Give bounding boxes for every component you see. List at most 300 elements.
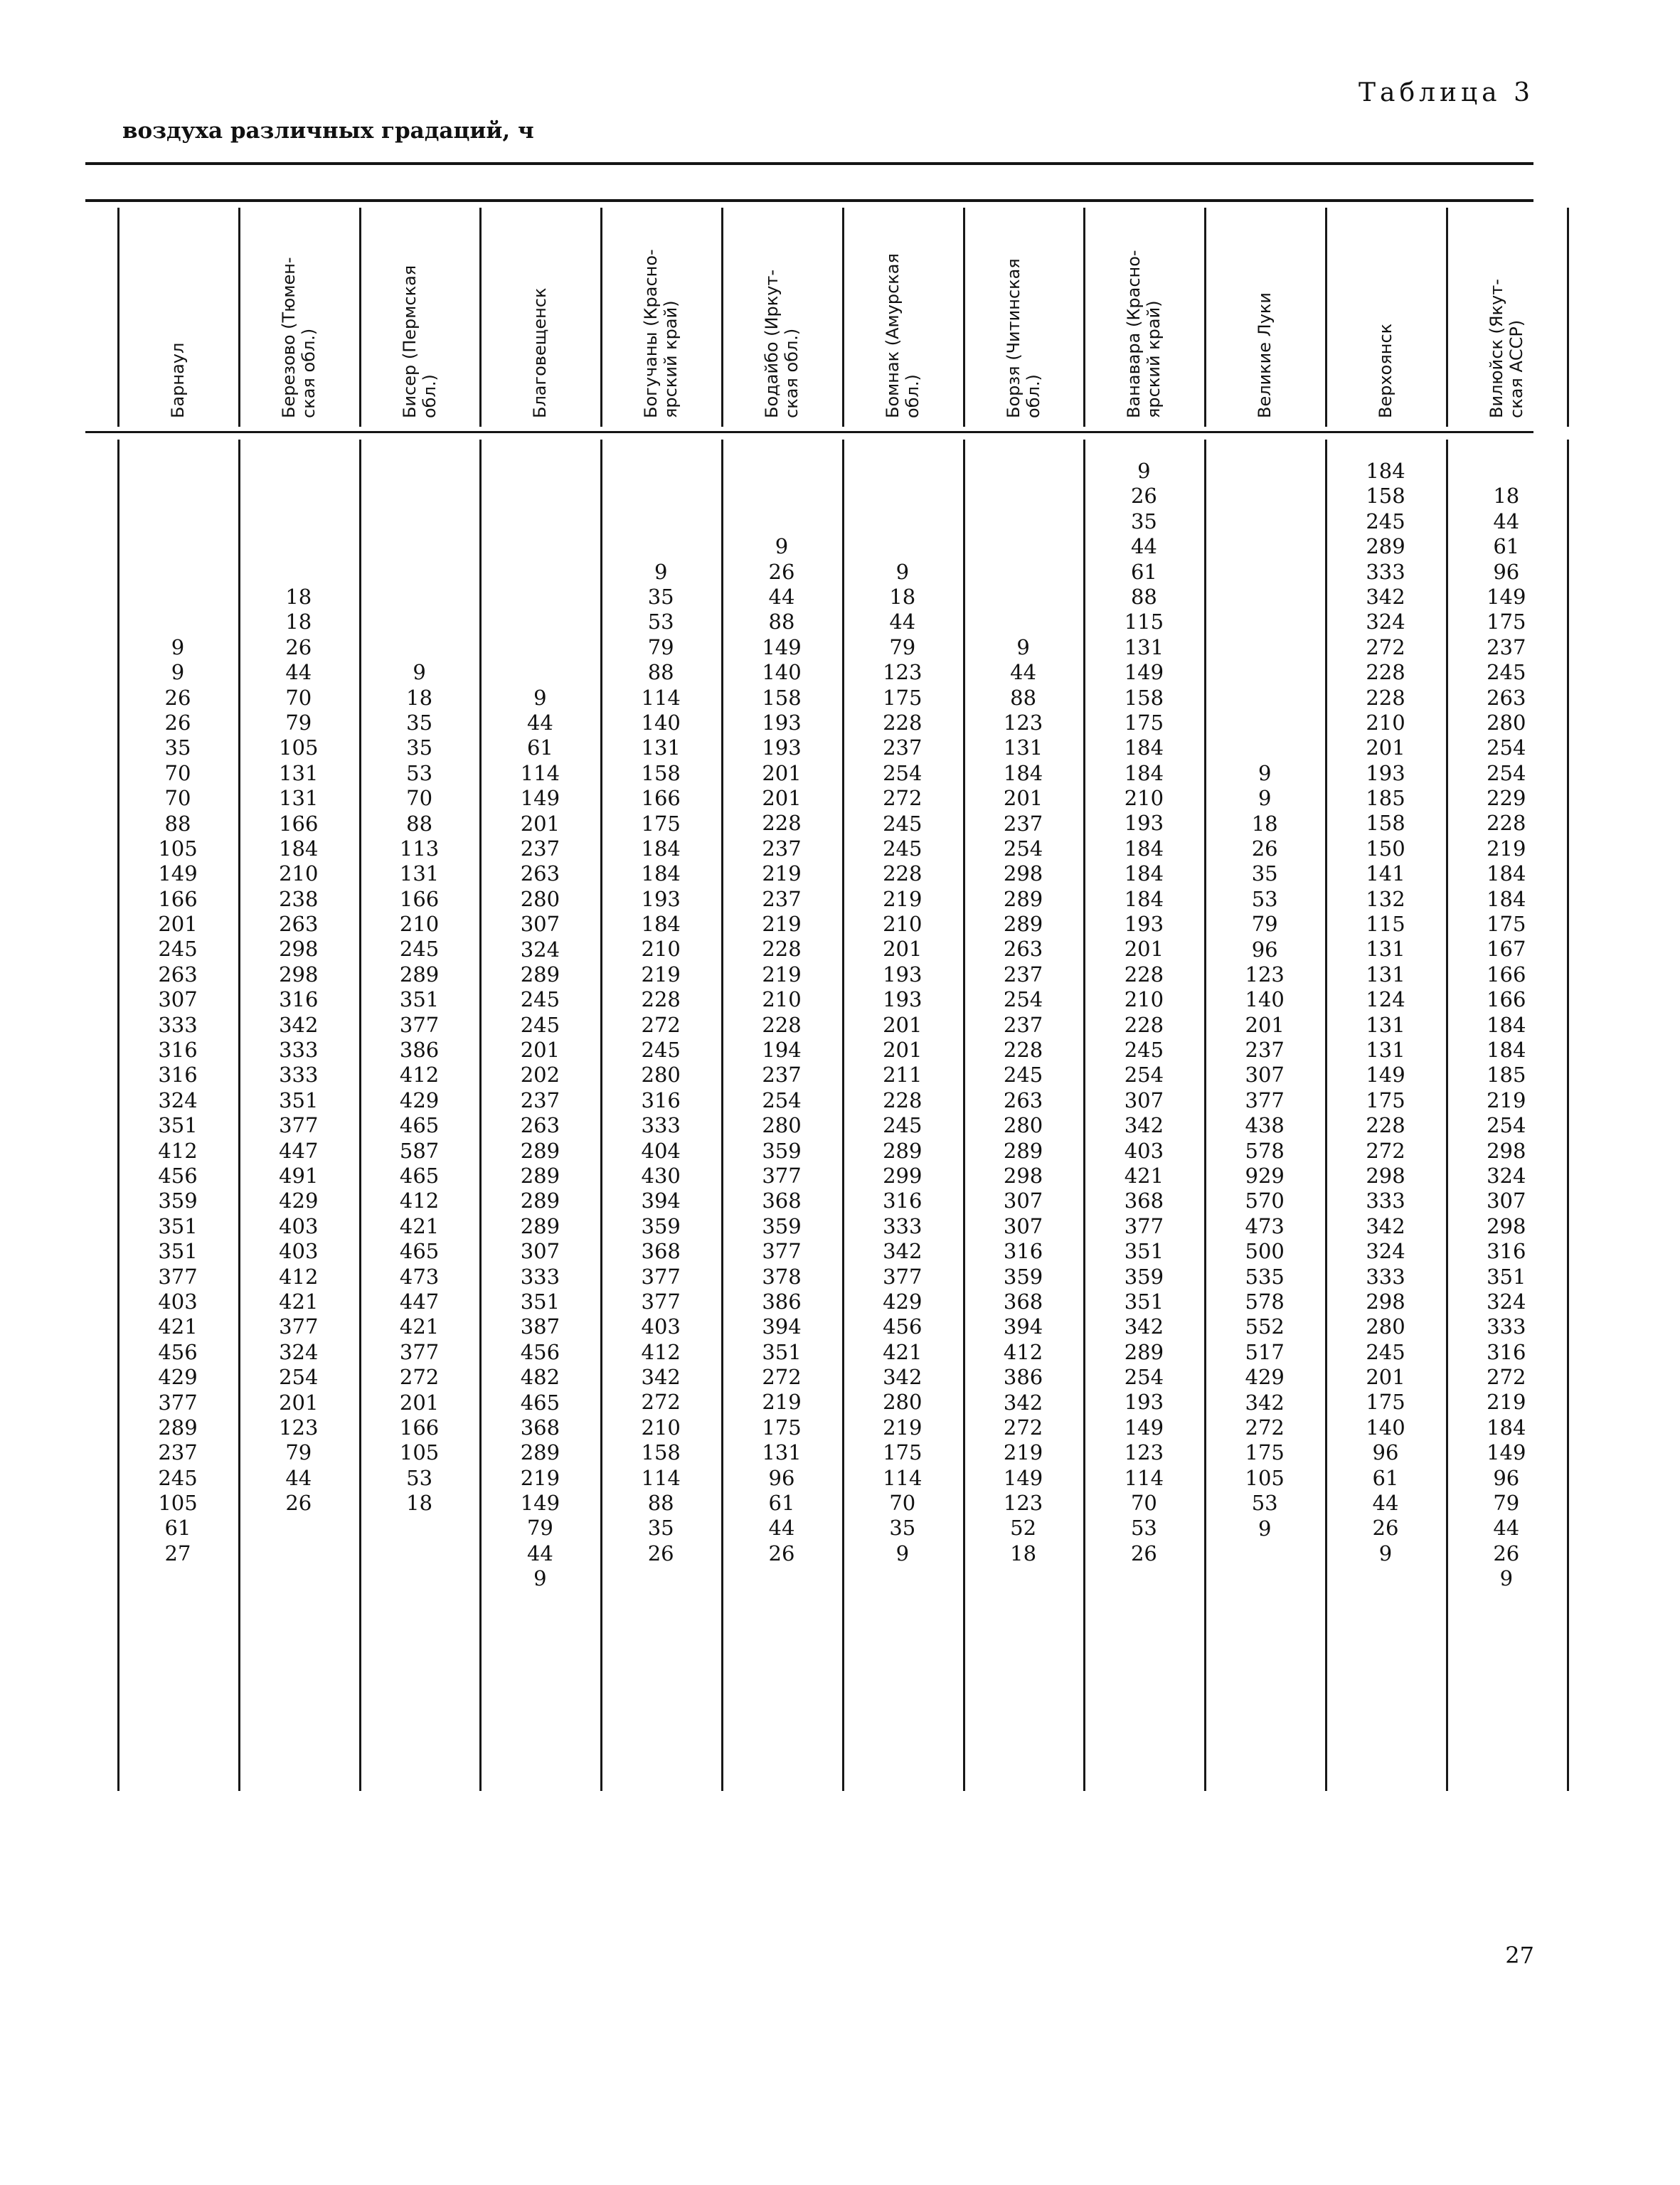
table-cell: 140 (762, 660, 802, 685)
table-cell: 26 (1130, 1541, 1157, 1565)
table-cell: 342 (641, 1365, 681, 1390)
table-cell: 193 (762, 710, 802, 735)
table-cell: 403 (279, 1239, 319, 1264)
table-cell: 175 (1366, 1088, 1405, 1112)
table-cell: 26 (1372, 1516, 1399, 1541)
table-cell: 9 (654, 559, 668, 584)
value-column (118, 635, 238, 1566)
table-cell: 201 (1124, 937, 1164, 962)
table-cell: 158 (762, 685, 802, 710)
table-cell: 123 (1003, 1491, 1043, 1516)
table-cell: 140 (641, 710, 681, 735)
table-cell: 175 (1487, 912, 1526, 937)
table-cell: 61 (1493, 534, 1520, 559)
table-cell: 289 (158, 1415, 198, 1440)
table-cell: 44 (1493, 509, 1520, 533)
table-cell: 359 (158, 1189, 198, 1213)
table-cell: 70 (285, 685, 312, 710)
value-column (1447, 484, 1566, 1591)
table-cell: 26 (768, 1541, 795, 1565)
table-cell: 184 (641, 861, 681, 886)
table-cell: 9 (775, 534, 789, 559)
table-cell: 141 (1366, 861, 1405, 886)
table-cell: 421 (399, 1213, 440, 1238)
table-cell: 421 (399, 1314, 440, 1339)
table-cell: 324 (158, 1088, 198, 1112)
table-cell: 263 (1487, 685, 1526, 710)
table-cell: 44 (889, 610, 916, 634)
table-cell: 18 (889, 584, 916, 609)
table-cell: 245 (158, 937, 198, 962)
table-cell: 9 (171, 660, 185, 685)
body-column-divider (1567, 440, 1569, 1791)
table-cell: 149 (520, 786, 560, 811)
column-header (360, 206, 479, 424)
table-cell: 211 (883, 1063, 923, 1088)
table-cell: 272 (762, 1365, 802, 1390)
table-cell: 113 (399, 836, 440, 861)
table-cell: 210 (641, 1415, 681, 1440)
table-cell: 263 (158, 962, 198, 987)
table-cell: 184 (1366, 459, 1405, 483)
table-cell: 245 (1366, 1339, 1405, 1364)
table-cell: 150 (1366, 836, 1405, 861)
table-cell: 70 (164, 786, 191, 811)
table-cell: 184 (1487, 861, 1526, 886)
table-cell: 333 (520, 1264, 560, 1289)
table-cell: 316 (1003, 1239, 1043, 1264)
table-cell: 228 (1487, 811, 1526, 836)
table-cell: 26 (285, 634, 312, 659)
table-cell: 412 (641, 1339, 681, 1364)
table-cell: 228 (762, 811, 802, 836)
table-cell: 18 (1010, 1541, 1037, 1565)
table-cell: 289 (883, 1138, 923, 1163)
table-cell: 351 (762, 1339, 802, 1364)
table-cell: 228 (1366, 685, 1405, 710)
table-cell: 175 (883, 685, 923, 710)
table-cell: 386 (399, 1038, 440, 1063)
table-cell: 324 (279, 1339, 319, 1364)
table-cell: 482 (520, 1365, 560, 1390)
table-cell: 237 (883, 735, 923, 760)
table-cell: 79 (285, 710, 312, 735)
table-cell: 79 (647, 634, 674, 659)
table-cell: 18 (406, 685, 433, 710)
table-cell: 219 (762, 962, 802, 987)
table-cell: 359 (1003, 1264, 1043, 1289)
column-header (964, 206, 1083, 424)
value-column (1084, 459, 1203, 1566)
column-header (239, 206, 358, 424)
table-cell: 53 (1251, 1491, 1278, 1516)
table-cell: 18 (1493, 484, 1520, 509)
table-cell: 44 (1493, 1516, 1520, 1541)
table-cell: 342 (1003, 1390, 1043, 1415)
table-cell: 456 (520, 1339, 560, 1364)
table-cell: 9 (895, 1541, 910, 1565)
table-cell: 237 (1487, 634, 1526, 659)
table-cell: 35 (647, 584, 674, 609)
table-cell: 359 (641, 1213, 681, 1238)
table-cell: 26 (164, 685, 191, 710)
table-cell: 149 (1366, 1063, 1405, 1088)
table-cell: 263 (520, 861, 560, 886)
table-cell: 465 (399, 1239, 440, 1264)
table-cell: 35 (406, 710, 433, 735)
table-cell: 473 (1245, 1213, 1285, 1238)
table-cell: 351 (1124, 1239, 1164, 1264)
table-cell: 193 (1124, 811, 1164, 836)
table-cell: 131 (279, 786, 319, 811)
table-cell: 280 (1366, 1314, 1405, 1339)
table-cell: 9 (533, 1566, 547, 1591)
table-cell: 9 (171, 634, 185, 659)
table-cell: 333 (883, 1213, 923, 1238)
table-cell: 254 (1003, 836, 1043, 861)
table-cell: 131 (1366, 962, 1405, 987)
column-header (1205, 206, 1324, 424)
table-cell: 166 (641, 786, 681, 811)
table-cell: 131 (1366, 1012, 1405, 1037)
table-cell: 184 (279, 836, 319, 861)
table-cell: 351 (158, 1239, 198, 1264)
table-cell: 35 (1130, 509, 1157, 533)
table-cell: 245 (158, 1465, 198, 1490)
table-cell: 368 (762, 1189, 802, 1213)
table-cell: 429 (1245, 1365, 1285, 1390)
table-cell: 351 (1487, 1264, 1526, 1289)
table-cell: 88 (406, 811, 433, 836)
column-header-label: Бодайбо (Иркут- ская обл.) (762, 269, 802, 418)
table-cell: 237 (520, 1088, 560, 1112)
table-cell: 184 (1487, 1012, 1526, 1037)
table-cell: 26 (1251, 836, 1278, 861)
table-cell: 149 (1003, 1465, 1043, 1490)
table-cell: 368 (641, 1239, 681, 1264)
table-cell: 131 (399, 861, 440, 886)
table-cell: 149 (1124, 1415, 1164, 1440)
table-cell: 210 (641, 937, 681, 962)
table-cell: 166 (279, 811, 319, 836)
table-cell: 131 (279, 760, 319, 785)
table-cell: 307 (520, 1239, 560, 1264)
table-cell: 9 (1137, 459, 1151, 483)
table-cell: 149 (1124, 660, 1164, 685)
column-header-label: Верхоянск (1376, 323, 1395, 418)
table-cell: 237 (1003, 962, 1043, 987)
table-cell: 61 (768, 1491, 795, 1516)
table-cell: 194 (762, 1038, 802, 1062)
table-cell: 333 (1366, 1189, 1405, 1213)
table-cell: 377 (762, 1239, 802, 1264)
table-cell: 44 (768, 584, 795, 609)
table-cell: 123 (1245, 962, 1285, 987)
table-cell: 254 (1487, 1113, 1526, 1138)
table-cell: 210 (762, 987, 802, 1012)
table-cell: 114 (641, 685, 681, 710)
table-cell: 61 (1130, 559, 1157, 584)
value-column (1205, 761, 1324, 1541)
table-cell: 158 (641, 760, 681, 785)
table-cell: 210 (279, 861, 319, 886)
table-cell: 184 (1124, 861, 1164, 886)
table-cell: 394 (762, 1314, 802, 1339)
table-cell: 166 (1487, 962, 1526, 987)
table-cell: 44 (526, 1541, 553, 1565)
table-cell: 289 (520, 1138, 560, 1163)
table-cell: 201 (279, 1390, 319, 1415)
table-cell: 254 (279, 1365, 319, 1390)
column-header (118, 206, 238, 424)
table-cell: 237 (158, 1440, 198, 1465)
table-cell: 377 (883, 1264, 923, 1289)
table-cell: 280 (1003, 1113, 1043, 1138)
table-cell: 114 (1124, 1465, 1164, 1490)
table-cell: 351 (1124, 1289, 1164, 1314)
table-cell: 53 (406, 760, 433, 785)
table-cell: 272 (1003, 1415, 1043, 1440)
table-cell: 368 (520, 1415, 560, 1440)
table-cell: 149 (1487, 584, 1526, 609)
table-cell: 254 (1487, 735, 1526, 760)
table-cell: 140 (1245, 987, 1285, 1012)
column-header-label: Ванавара (Красно- ярский край) (1124, 250, 1164, 418)
table-cell: 272 (641, 1390, 681, 1415)
table-cell: 429 (399, 1088, 440, 1112)
table-cell: 237 (762, 1063, 802, 1088)
table-cell: 219 (883, 1415, 923, 1440)
table-cell: 254 (1124, 1365, 1164, 1390)
table-cell: 140 (1366, 1415, 1405, 1440)
table-cell: 324 (1366, 610, 1405, 634)
value-column (480, 686, 600, 1592)
column-header-label: Барнаул (168, 342, 188, 418)
table-cell: 88 (1010, 685, 1037, 710)
table-cell: 342 (883, 1365, 923, 1390)
column-header (1084, 206, 1203, 424)
table-cell: 272 (1366, 634, 1405, 659)
table-cell: 245 (641, 1038, 681, 1063)
table-cell: 429 (883, 1289, 923, 1314)
table-cell: 228 (762, 937, 802, 962)
table-cell: 228 (1124, 1012, 1164, 1037)
table-cell: 289 (520, 1164, 560, 1189)
table-cell: 456 (883, 1314, 923, 1339)
table-cell: 421 (1124, 1163, 1164, 1188)
table-cell: 351 (158, 1213, 198, 1238)
table-cell: 158 (1366, 484, 1405, 509)
table-cell: 184 (1003, 760, 1043, 785)
table-cell: 272 (883, 786, 923, 811)
table-cell: 149 (520, 1491, 560, 1516)
table-cell: 333 (641, 1113, 681, 1138)
column-header-label: Великие Луки (1255, 292, 1275, 418)
table-cell: 131 (641, 735, 681, 760)
table-cell: 44 (1010, 660, 1037, 685)
table-cell: 254 (1003, 987, 1043, 1012)
table-cell: 263 (1003, 1088, 1043, 1112)
table-cell: 473 (399, 1264, 440, 1289)
table-cell: 9 (1258, 760, 1272, 785)
table-cell: 35 (889, 1516, 916, 1541)
table-cell: 289 (399, 962, 440, 987)
table-cell: 333 (279, 1038, 319, 1063)
table-cell: 307 (158, 987, 198, 1012)
table-cell: 333 (1366, 559, 1405, 584)
table-cell: 123 (279, 1415, 319, 1440)
table-cell: 26 (647, 1541, 674, 1565)
table-cell: 193 (1124, 1390, 1164, 1415)
table-cell: 52 (1010, 1516, 1037, 1541)
header-bottom-rule (85, 431, 1533, 433)
column-header-label: Бомнак (Амурская обл.) (882, 253, 923, 418)
table-cell: 166 (399, 1415, 440, 1440)
table-cell: 298 (1003, 861, 1043, 886)
table-cell: 184 (641, 836, 681, 861)
table-cell: 53 (406, 1465, 433, 1490)
table-cell: 18 (1251, 811, 1278, 836)
table-cell: 272 (399, 1365, 440, 1390)
table-cell: 237 (1245, 1038, 1285, 1063)
table-cell: 53 (1251, 886, 1278, 911)
column-header (1326, 206, 1445, 424)
table-cell: 342 (1124, 1113, 1164, 1138)
page-number: 27 (1505, 1942, 1534, 1969)
table-cell: 105 (158, 1491, 198, 1516)
table-cell: 9 (895, 559, 910, 584)
table-cell: 333 (158, 1012, 198, 1037)
table-cell: 201 (883, 937, 923, 962)
table-cell: 587 (399, 1138, 440, 1163)
table-cell: 316 (158, 1038, 198, 1063)
table-cell: 184 (1487, 886, 1526, 911)
table-cell: 438 (1245, 1113, 1285, 1138)
table-cell: 517 (1245, 1339, 1285, 1364)
table-cell: 70 (406, 786, 433, 811)
table-cell: 254 (883, 760, 923, 785)
value-column (964, 635, 1083, 1566)
value-column (843, 560, 962, 1567)
table-cell: 351 (158, 1113, 198, 1138)
table-cell: 280 (520, 886, 560, 911)
table-cell: 96 (1493, 559, 1520, 584)
table-cell: 465 (520, 1390, 560, 1415)
table-cell: 237 (762, 886, 802, 911)
table-cell: 219 (762, 912, 802, 937)
header-top-rule (85, 199, 1533, 202)
table-cell: 263 (279, 912, 319, 937)
table-cell: 342 (1245, 1390, 1285, 1415)
table-cell: 429 (279, 1189, 319, 1213)
table-cell: 9 (1499, 1566, 1514, 1591)
table-cell: 228 (883, 1088, 923, 1112)
table-cell: 333 (279, 1063, 319, 1088)
table-cell: 193 (883, 987, 923, 1012)
table-cell: 377 (1124, 1213, 1164, 1238)
table-cell: 228 (1366, 1113, 1405, 1138)
table-cell: 447 (279, 1138, 319, 1163)
table-cell: 307 (1003, 1213, 1043, 1238)
table-cell: 316 (1487, 1239, 1526, 1264)
table-cell: 167 (1487, 937, 1526, 962)
table-cell: 88 (164, 811, 191, 836)
table-cell: 175 (1487, 610, 1526, 634)
value-column (360, 660, 479, 1516)
table-cell: 272 (1366, 1138, 1405, 1163)
table-cell: 465 (399, 1113, 440, 1138)
table-cell: 238 (279, 886, 319, 911)
table-cell: 131 (1366, 1037, 1405, 1062)
table-cell: 131 (1124, 634, 1164, 659)
table-cell: 237 (762, 836, 802, 861)
table-cell: 70 (1130, 1491, 1157, 1516)
table-cell: 79 (889, 634, 916, 659)
table-cell: 26 (164, 710, 191, 735)
table-cell: 552 (1245, 1314, 1285, 1339)
table-cell: 377 (641, 1264, 681, 1289)
table-cell: 88 (647, 660, 674, 685)
table-cell: 245 (1366, 509, 1405, 533)
table-cell: 26 (285, 1491, 312, 1516)
table-cell: 386 (1003, 1365, 1043, 1390)
page-heading: воздуха различных градаций, ч (122, 118, 534, 144)
table-cell: 412 (399, 1189, 440, 1213)
table-cell: 412 (158, 1138, 198, 1163)
table-cell: 245 (883, 836, 923, 861)
table-cell: 237 (1003, 1012, 1043, 1037)
table-cell: 96 (1372, 1440, 1399, 1465)
table-cell: 289 (1124, 1339, 1164, 1364)
table-cell: 114 (520, 760, 560, 785)
table-cell: 578 (1245, 1138, 1285, 1163)
table-cell: 404 (641, 1138, 681, 1163)
table-cell: 403 (279, 1213, 319, 1238)
table-cell: 272 (641, 1012, 681, 1037)
table-cell: 263 (1003, 937, 1043, 962)
table-cell: 105 (1245, 1465, 1285, 1490)
table-cell: 184 (1124, 836, 1164, 861)
table-cell: 245 (520, 1012, 560, 1037)
table-cell: 88 (768, 610, 795, 634)
table-cell: 491 (279, 1163, 319, 1188)
table-cell: 421 (158, 1314, 198, 1339)
table-cell: 27 (164, 1541, 191, 1565)
table-cell: 158 (1366, 811, 1405, 836)
table-cell: 228 (883, 710, 923, 735)
table-cell: 298 (1003, 1164, 1043, 1188)
table-cell: 377 (279, 1314, 319, 1339)
table-cell: 105 (279, 735, 319, 760)
table-cell: 53 (1130, 1516, 1157, 1541)
table-cell: 210 (1366, 710, 1405, 735)
table-cell: 403 (641, 1314, 681, 1339)
table-cell: 245 (520, 987, 560, 1012)
table-cell: 105 (158, 836, 198, 861)
table-cell: 359 (1124, 1264, 1164, 1289)
table-cell: 289 (520, 1213, 560, 1238)
column-header-label: Бисер (Пермская обл.) (399, 265, 440, 418)
table-cell: 465 (399, 1164, 440, 1188)
table-cell: 289 (520, 1189, 560, 1213)
table-cell: 175 (641, 811, 681, 836)
table-cell: 79 (285, 1440, 312, 1465)
table-cell: 298 (1366, 1163, 1405, 1188)
table-cell: 219 (883, 886, 923, 911)
table-cell: 578 (1245, 1290, 1285, 1314)
table-cell: 359 (762, 1213, 802, 1238)
table-cell: 289 (1003, 886, 1043, 911)
